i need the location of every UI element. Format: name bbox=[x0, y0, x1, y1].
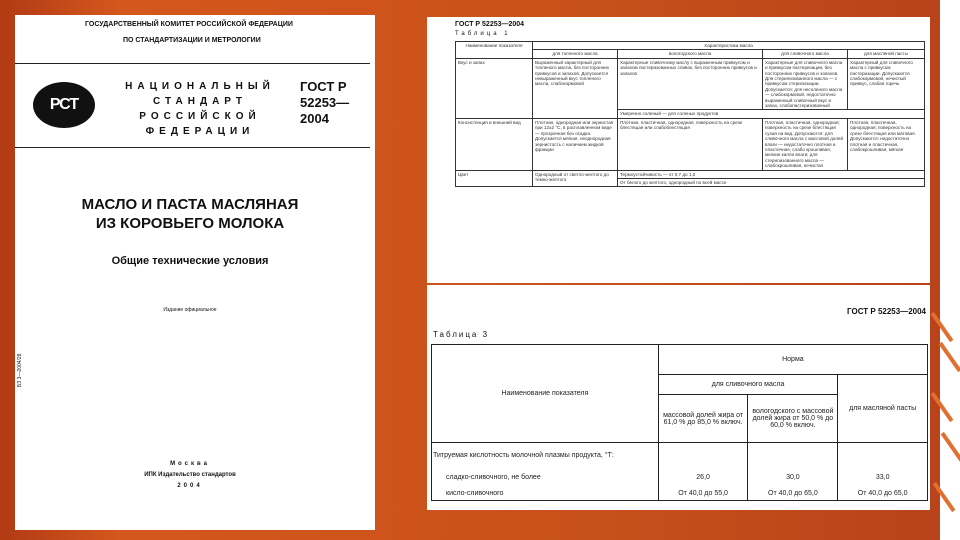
cover-committee-line2: ПО СТАНДАРТИЗАЦИИ И МЕТРОЛОГИИ bbox=[123, 37, 261, 44]
cover-side-code: БЗ 3—2004/28 bbox=[17, 353, 23, 387]
rst-logo-icon: РСТ bbox=[33, 82, 95, 128]
table3-norma: Норма bbox=[658, 345, 927, 375]
document-page-table3 bbox=[427, 285, 930, 510]
table-row: Консистенция и внешний вид Плотная, однородная или зернистая при 12±2 °С, в расплавленном виде — прозрачная без осадка. Допускается мягкая, неоднородная зернистость с наличием жидкой фракции Плотная, пластичная, однородная, поверхность на срезе блестящая или слабоблестящая Плотная, пластичная, однородная; поверхность на срезе блестящая сухая на вид. Допускаются: для сливочного масла с массовой долей влаги — недостаточно плотная и пластичная, слабо крошливая, мелкие капли влаги; для стерилизованного масла — слабокрошливая, нечистая Плотная, пластичная, однородная; поверхность на срезе блестящая или матовая. Допускаются: недостаточно плотная и пластичная, слабокрошливая, мягкая bbox=[456, 118, 925, 170]
doc2-header: ГОСТ Р 52253—2004 bbox=[847, 307, 926, 316]
doc1-table-label: Таблица 1 bbox=[455, 31, 511, 37]
table1-col-butter: для сливочного масла bbox=[763, 50, 848, 58]
table3-col-paste: для масляной пасты bbox=[838, 375, 928, 443]
cover-publisher: Москва ИПК Издательство стандартов 2004 bbox=[144, 461, 236, 489]
table3-col-name: Наименование показателя bbox=[432, 345, 659, 443]
doc1-header: ГОСТ Р 52253—2004 bbox=[455, 21, 525, 28]
corner-decoration bbox=[930, 300, 960, 540]
table3-col-vologda: вологодского с массовой долей жира от 50,0 % до 60,0 % включ. bbox=[748, 395, 838, 443]
table1 bbox=[455, 41, 925, 187]
cover-title: МАСЛО И ПАСТА МАСЛЯНАЯ ИЗ КОРОВЬЕГО МОЛОКА bbox=[81, 196, 299, 232]
table1-col-name: Наименование показателя bbox=[456, 42, 533, 59]
document-page-table1 bbox=[427, 17, 930, 283]
table3 bbox=[431, 344, 928, 501]
cover-gost-number: ГОСТ Р 52253— 2004 bbox=[300, 79, 350, 126]
cover-rule-middle bbox=[15, 147, 370, 148]
table-row: Титруемая кислотность молочной плазмы продукта, °Т: bbox=[432, 443, 928, 469]
cover-national-standard: НАЦИОНАЛЬНЫЙ СТАНДАРТ РОССИЙСКОЙ ФЕДЕРАЦИИ bbox=[125, 81, 275, 137]
table-row: Цвет Однородный от светло-желтого до темно-желтого Термоустойчивость — от 0,7 до 1,0 bbox=[456, 170, 925, 178]
table1-col-vologda: вологодского масла bbox=[618, 50, 763, 58]
table3-col-butter: массовой долей жира от 61,0 % до 85,0 % включ. bbox=[658, 395, 748, 443]
cover-rule-top bbox=[15, 63, 370, 64]
table-row: Умеренно соленый — для соленых продуктов bbox=[456, 110, 925, 118]
doc2-table-label: Таблица 3 bbox=[433, 330, 490, 339]
table3-butter-group: для сливочного масла bbox=[658, 375, 838, 395]
table1-group-header: Характеристика масла bbox=[533, 42, 925, 50]
table-row: Вкус и запах Выраженный характерный для топленого масла, без посторонних привкусов и запахов. Допускается невыраженный вкус топленого масла, слабокормовой Характерные сливочному маслу с выраженным привкусом и запахом пастеризованных сливок, без посторонних привкусов и запахов Характерные для сливочного масла и привкусом пастеризации, без посторонних привкусов и запахов. Для стерилизованного масла — с привкусом стерилизации. Допускается: для несоленого масла — слабокормовой, недостаточно выраженный сливочный вкус и запах, слабопастеризованный Характерный для сливочного масла с привкусом пастеризации. Допускаются слабокормовой, нечистый привкус, слабая горечь bbox=[456, 58, 925, 110]
table-row: От белого до желтого, однородный по всей массе bbox=[456, 178, 925, 186]
table1-col-ghee: для топленого масла bbox=[533, 50, 618, 58]
cover-committee-line1: ГОСУДАРСТВЕННЫЙ КОМИТЕТ РОССИЙСКОЙ ФЕДЕРАЦИИ bbox=[85, 21, 293, 28]
table-row: кисло-сливочного От 40,0 до 55,0 От 40,0 до 65,0 От 40,0 до 65,0 bbox=[432, 487, 928, 501]
cover-edition: Издание официальное bbox=[163, 307, 217, 313]
cover-subtitle: Общие технические условия bbox=[111, 255, 269, 267]
standard-cover-page bbox=[15, 15, 375, 530]
table1-col-paste: для масляной пасты bbox=[848, 50, 925, 58]
table-row: сладко-сливочного, не более 26,0 30,0 33,0 bbox=[432, 469, 928, 487]
